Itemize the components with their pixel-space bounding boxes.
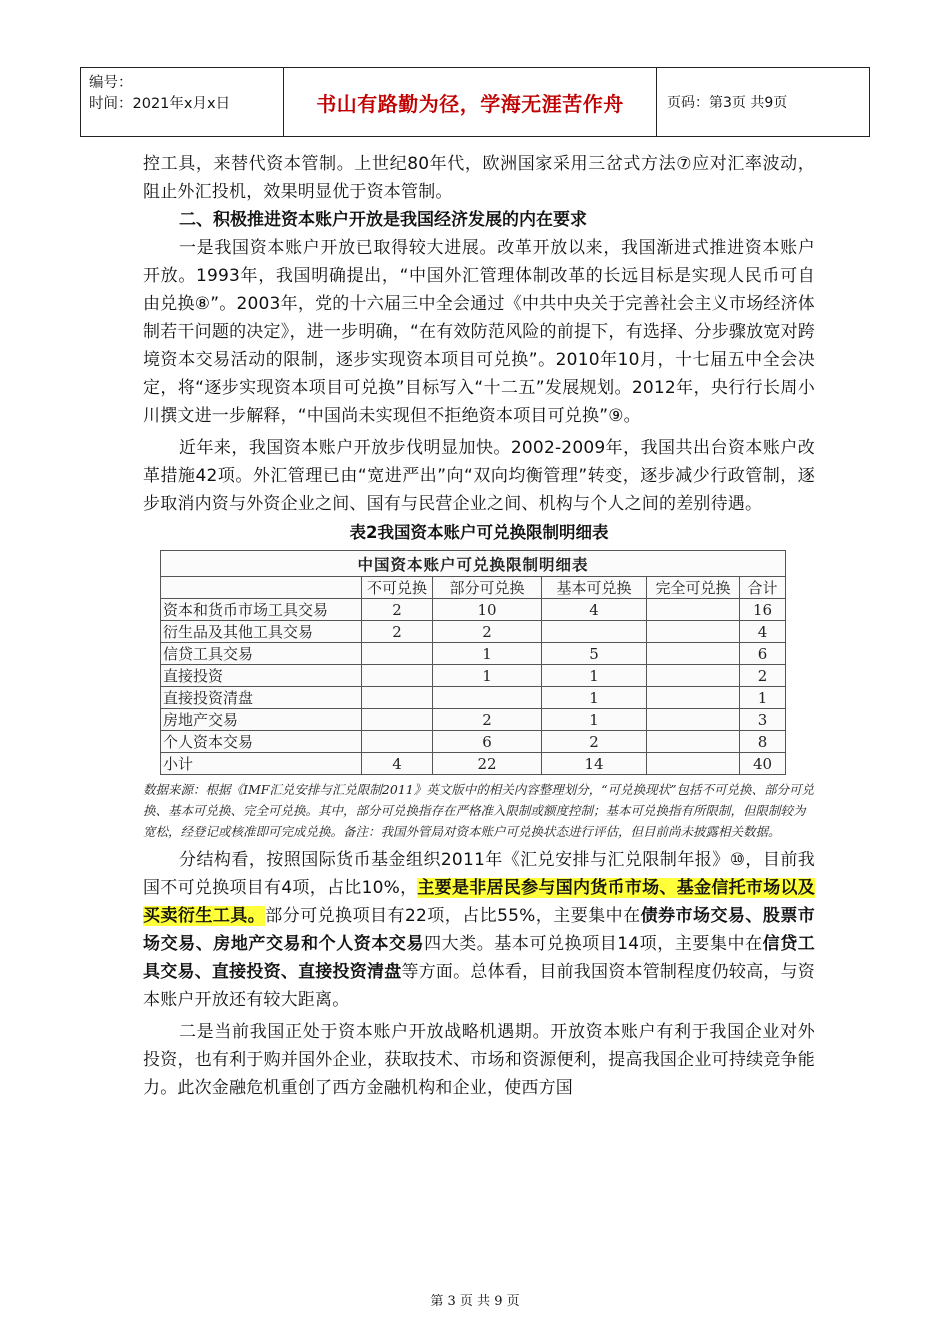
table-cell (647, 709, 740, 731)
table-cell (362, 665, 433, 687)
table-cell: 3 (740, 709, 786, 731)
header-motto-cell (284, 68, 657, 136)
table-cell: 1 (542, 665, 647, 687)
paragraph-continuation: 控工具，来替代资本管制。上世纪80年代，欧洲国家采用三岔式方法⑦应对汇率波动，阻止外汇投机，效果明显优于资本管制。 (143, 154, 815, 202)
table-cell: 5 (542, 643, 647, 665)
table-cell: 14 (542, 753, 647, 775)
table-cell: 2 (433, 709, 542, 731)
row-label: 小计 (161, 753, 362, 775)
convertibility-table (160, 550, 786, 775)
paragraph-recent: 近年来，我国资本账户开放步伐明显加快。2002-2009年，我国共出台资本账户改革措施42项。外汇管理已由“宽进严出”向“双向均衡管理”转变，逐步减少行政管制，逐步取消内资与外资企业之间、国有与民营企业之间、机构与个人之间的差别待遇。 (143, 438, 815, 514)
table-cell (362, 709, 433, 731)
table-row (161, 709, 786, 731)
convertibility-table-image (160, 550, 786, 775)
page-footer: 第 3 页 共 9 页 (430, 1294, 520, 1309)
table-source-note: 数据来源：根据《IMF汇兑安排与汇兑限制2011》英文版中的相关内容整理划分，“可兑换现状”包括不可兑换、部分可兑换、基本可兑换、完全可兑换。其中，部分可兑换指存在严格准入限制或额度控制；基本可兑换指有所限制，但限制较为宽松，经登记或核准即可完成兑换。备注：我国外管局对资本账户可兑换状态进行评估，但目前尚未披露相关数据。 (143, 782, 815, 839)
document-body (143, 150, 815, 1102)
table-cell: 8 (740, 731, 786, 753)
section-heading: 二、积极推进资本账户开放是我国经济发展的内在要求 (179, 210, 587, 230)
table-row (161, 599, 786, 621)
row-label: 直接投资清盘 (161, 687, 362, 709)
paragraph-opportunity: 二是当前我国正处于资本账户开放战略机遇期。开放资本账户有利于我国企业对外投资，也有利于购并国外企业，获取技术、市场和资源便利，提高我国企业可持续竞争能力。此次金融危机重创了西方金融机构和企业，使西方国 (143, 1022, 815, 1098)
document-time-label: 时间：2021年x月x日 (89, 96, 231, 112)
table-cell: 2 (740, 665, 786, 687)
row-label: 衍生品及其他工具交易 (161, 621, 362, 643)
text-run: 四大类。基本可兑换项目14项，主要集中在 (424, 934, 763, 954)
table-row (161, 731, 786, 753)
table-title: 中国资本账户可兑换限制明细表 (161, 551, 786, 577)
table-cell: 2 (433, 621, 542, 643)
bold-text: 债券市场交易、股票市场交易、房地产交易和个人资本交易 (143, 906, 815, 954)
text-run: 分结构看，按照国际货币基金组织2011年《汇兑安排与汇兑限制年报》⑩，目前我国不可兑换项目有4项，占比10%， (143, 850, 815, 898)
text-run: 部分可兑换项目有22项，占比55%，主要集中在 (265, 906, 641, 926)
row-label: 资本和货币市场工具交易 (161, 599, 362, 621)
table-cell: 4 (740, 621, 786, 643)
table-cell: 4 (542, 599, 647, 621)
row-label: 房地产交易 (161, 709, 362, 731)
table-cell (362, 687, 433, 709)
table-caption: 表2我国资本账户可兑换限制明细表 (349, 523, 609, 542)
table-cell (647, 643, 740, 665)
table-cell (362, 643, 433, 665)
table-cell (433, 687, 542, 709)
table-cell: 1 (433, 665, 542, 687)
table-cell: 22 (433, 753, 542, 775)
table-cell (647, 753, 740, 775)
table-cell: 2 (542, 731, 647, 753)
table-cell (647, 665, 740, 687)
table-cell (647, 687, 740, 709)
column-header: 部分可兑换 (433, 577, 542, 599)
highlighted-text: 主要是非居民参与国内货币市场、基金信托市场以及买卖衍生工具。 (143, 878, 815, 926)
table-cell: 10 (433, 599, 542, 621)
column-header: 不可兑换 (362, 577, 433, 599)
paragraph-progress: 一是我国资本账户开放已取得较大进展。改革开放以来，我国渐进式推进资本账户开放。1993年，我国明确提出，“中国外汇管理体制改革的长远目标是实现人民币可自由兑换⑧”。2003年，党的十六届三中全会通过《中共中央关于完善社会主义市场经济体制若干问题的决定》，进一步明确，“在有效防范风险的前提下，有选择、分步骤放宽对跨境资本交易活动的限制，逐步实现资本项目可兑换”。2010年10月，十七届五中全会决定，将“逐步实现资本项目可兑换”目标写入“十二五”发展规划。2012年，央行行长周小川撰文进一步解释，“中国尚未实现但不拒绝资本项目可兑换”⑨。 (143, 238, 815, 426)
table-cell: 2 (362, 599, 433, 621)
text-run: 等方面。总体看，目前我国资本管制程度仍较高，与资本账户开放还有较大距离。 (143, 962, 815, 1010)
document-number-label: 编号： (89, 75, 133, 91)
header-meta (81, 68, 284, 136)
table-row (161, 665, 786, 687)
header-motto: 书山有路勤为径，学海无涯苦作舟 (316, 91, 624, 116)
column-header: 基本可兑换 (542, 577, 647, 599)
table-cell (362, 731, 433, 753)
header-page-info: 页码：第3页 共9页 (667, 95, 788, 111)
column-header: 合计 (740, 577, 786, 599)
table-cell: 1 (433, 643, 542, 665)
table-cell: 4 (362, 753, 433, 775)
table-cell: 2 (362, 621, 433, 643)
table-row (161, 643, 786, 665)
table-header-blank (161, 577, 362, 599)
table-cell (647, 599, 740, 621)
table-total-row (161, 753, 786, 775)
paragraph-structure (143, 846, 815, 1014)
column-header: 完全可兑换 (647, 577, 740, 599)
table-cell: 1 (542, 687, 647, 709)
bold-text: 信贷工具交易、直接投资、直接投资清盘 (143, 934, 815, 982)
table-cell: 1 (542, 709, 647, 731)
table-cell (647, 731, 740, 753)
table-row (161, 687, 786, 709)
row-label: 直接投资 (161, 665, 362, 687)
row-label: 个人资本交易 (161, 731, 362, 753)
table-cell: 6 (740, 643, 786, 665)
table-header-row (161, 577, 786, 599)
table-row (161, 621, 786, 643)
table-cell: 40 (740, 753, 786, 775)
page-header (80, 67, 870, 137)
table-cell (647, 621, 740, 643)
row-label: 信贷工具交易 (161, 643, 362, 665)
table-cell: 1 (740, 687, 786, 709)
table-cell: 6 (433, 731, 542, 753)
table-cell: 16 (740, 599, 786, 621)
table-cell (542, 621, 647, 643)
